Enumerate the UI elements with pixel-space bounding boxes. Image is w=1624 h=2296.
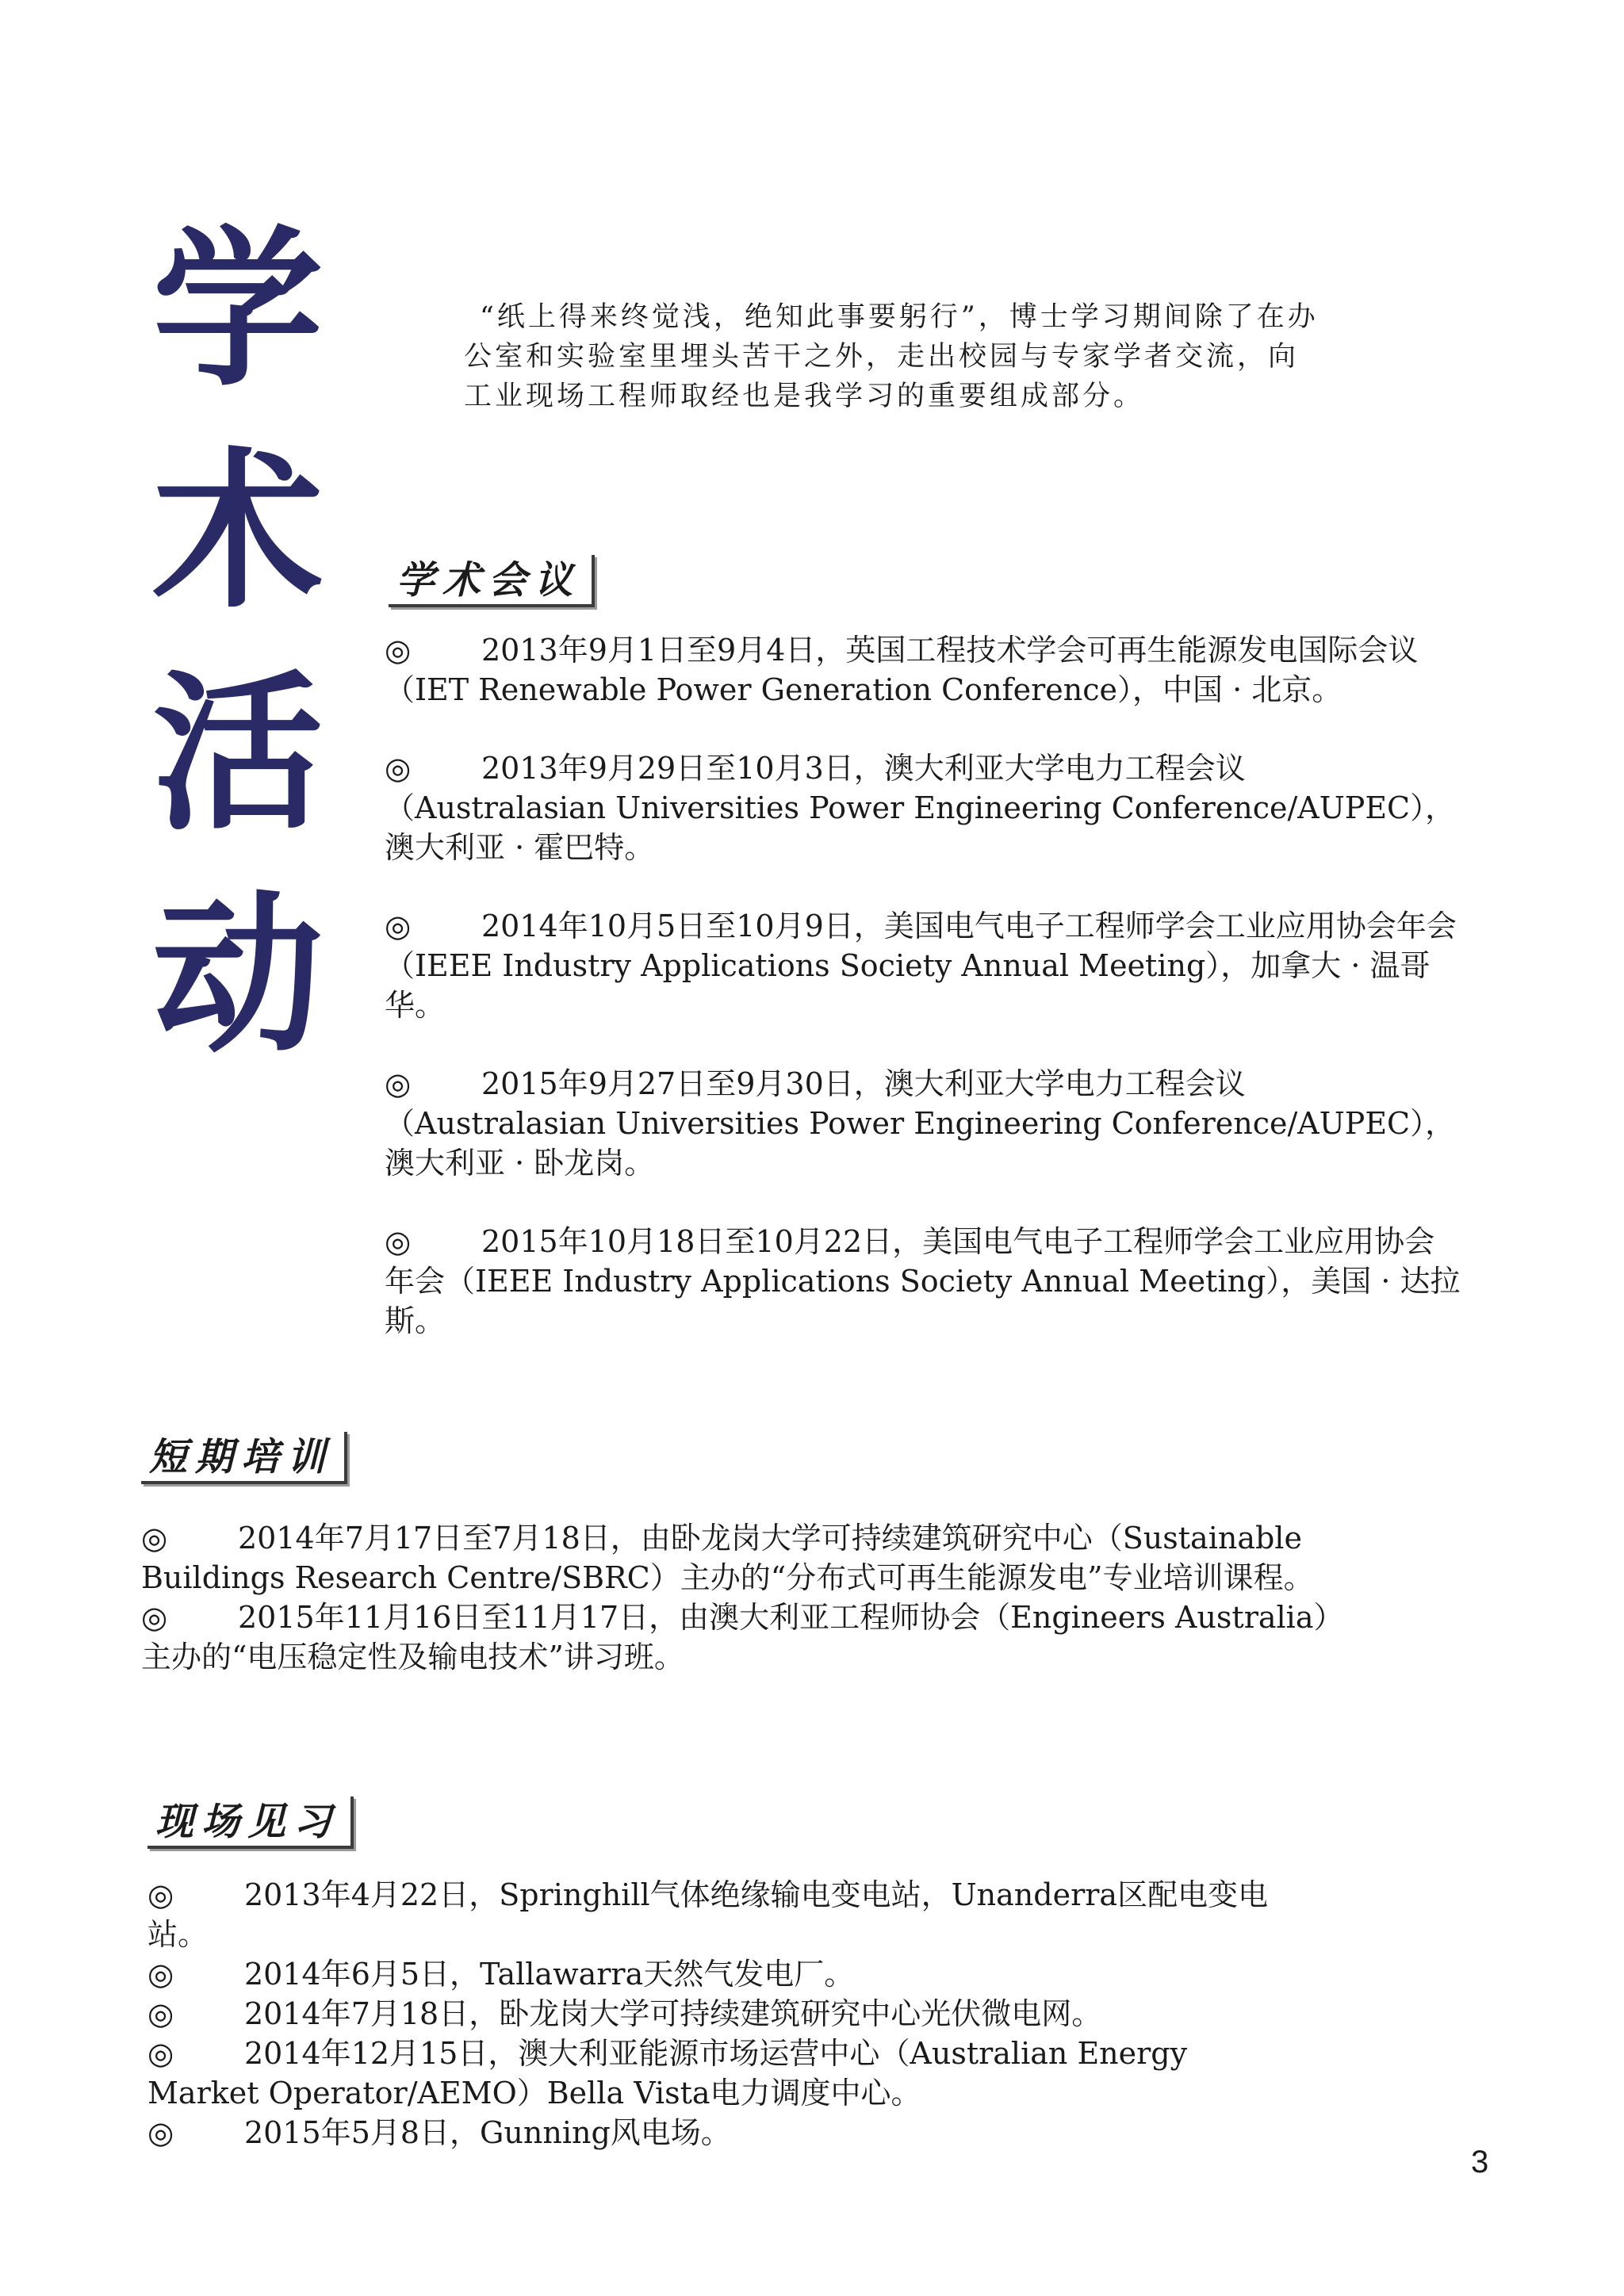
list-item xyxy=(385,1064,1463,1183)
list-item xyxy=(147,1954,1274,1994)
conference-list xyxy=(385,630,1463,1380)
list-item xyxy=(141,1518,1339,1598)
bullet-icon: ◎ xyxy=(147,2115,174,2150)
list-item-text: 2014年12月15日，澳大利亚能源市场运营中心（Australian Energy Market Operator/AEMO）Bella Vista电力调度中心。 xyxy=(147,2036,1188,2110)
section-heading-training: 短期培训 xyxy=(141,1432,347,1484)
list-item-text: 2015年9月27日至9月30日，澳大利亚大学电力工程会议（Australasian Universities Power Engineering Conference/AUPEC），澳大利亚 · 卧龙岗。 xyxy=(385,1066,1456,1181)
section-heading-conferences: 学术会议 xyxy=(389,555,595,607)
list-item xyxy=(147,2034,1274,2113)
list-item xyxy=(147,2113,1274,2152)
bullet-icon: ◎ xyxy=(141,1600,168,1635)
list-item-text: 2015年10月18日至10月22日，美国电气电子工程师学会工业应用协会年会（IEEE Industry Applications Society Annual Meeting），美国 · 达拉斯。 xyxy=(385,1224,1461,1338)
section-heading-visits: 现场见习 xyxy=(147,1797,354,1849)
list-item-text: 2013年9月1日至9月4日，英国工程技术学会可再生能源发电国际会议（IET Renewable Power Generation Conference），中国 · 北京。 xyxy=(385,633,1419,707)
bullet-icon: ◎ xyxy=(385,1066,412,1101)
list-item-text: 2015年11月16日至11月17日，由澳大利亚工程师协会（Engineers Australia）主办的“电压稳定性及输电技术”讲习班。 xyxy=(141,1600,1329,1674)
list-item-text: 2015年5月8日，Gunning风电场。 xyxy=(244,2115,731,2150)
list-item-text: 2014年10月5日至10月9日，美国电气电子工程师学会工业应用协会年会（IEEE Industry Applications Society Annual Meeting），加拿大 · 温哥华。 xyxy=(385,909,1457,1023)
bullet-icon: ◎ xyxy=(385,633,412,668)
training-list xyxy=(141,1518,1339,1677)
bullet-icon: ◎ xyxy=(385,909,412,943)
list-item-text: 2014年7月18日，卧龙岗大学可持续建筑研究中心光伏微电网。 xyxy=(244,1996,1102,2031)
bullet-icon: ◎ xyxy=(385,1224,412,1259)
list-item xyxy=(385,906,1463,1025)
bullet-icon: ◎ xyxy=(385,751,412,786)
list-item-text: 2014年7月17日至7月18日，由卧龙岗大学可持续建筑研究中心（Sustainable Buildings Research Centre/SBRC）主办的“分布式可再生能源发电”专业培训课程。 xyxy=(141,1521,1314,1595)
bullet-icon: ◎ xyxy=(147,1877,174,1912)
title-char-3: 活 xyxy=(152,652,324,853)
bullet-icon: ◎ xyxy=(141,1521,168,1556)
vertical-title xyxy=(151,198,325,1086)
bullet-icon: ◎ xyxy=(147,1957,174,1992)
page-number: 3 xyxy=(1471,2145,1489,2179)
list-item-text: 2013年9月29日至10月3日，澳大利亚大学电力工程会议（Australasian Universities Power Engineering Conference/AUPEC），澳大利亚 · 霍巴特。 xyxy=(385,751,1456,865)
list-item xyxy=(385,1222,1463,1341)
title-char-1: 学 xyxy=(152,209,324,409)
bullet-icon: ◎ xyxy=(147,1996,174,2031)
visits-list xyxy=(147,1875,1274,2152)
bullet-icon: ◎ xyxy=(147,2036,174,2071)
title-char-4: 动 xyxy=(152,874,324,1075)
list-item xyxy=(385,630,1463,710)
list-item-text: 2013年4月22日，Springhill气体绝缘输电变电站，Unanderra区配电变电站。 xyxy=(147,1877,1269,1952)
title-char-2: 术 xyxy=(152,430,324,631)
list-item xyxy=(141,1598,1339,1677)
list-item xyxy=(147,1875,1274,1954)
intro-paragraph: “纸上得来终觉浅，绝知此事要躬行”，博士学习期间除了在办公室和实验室里埋头苦干之外，走出校园与专家学者交流，向工业现场工程师取经也是我学习的重要组成部分。 xyxy=(464,301,1319,412)
list-item xyxy=(385,748,1463,867)
list-item xyxy=(147,1994,1274,2034)
list-item-text: 2014年6月5日，Tallawarra天然气发电厂。 xyxy=(244,1957,855,1992)
